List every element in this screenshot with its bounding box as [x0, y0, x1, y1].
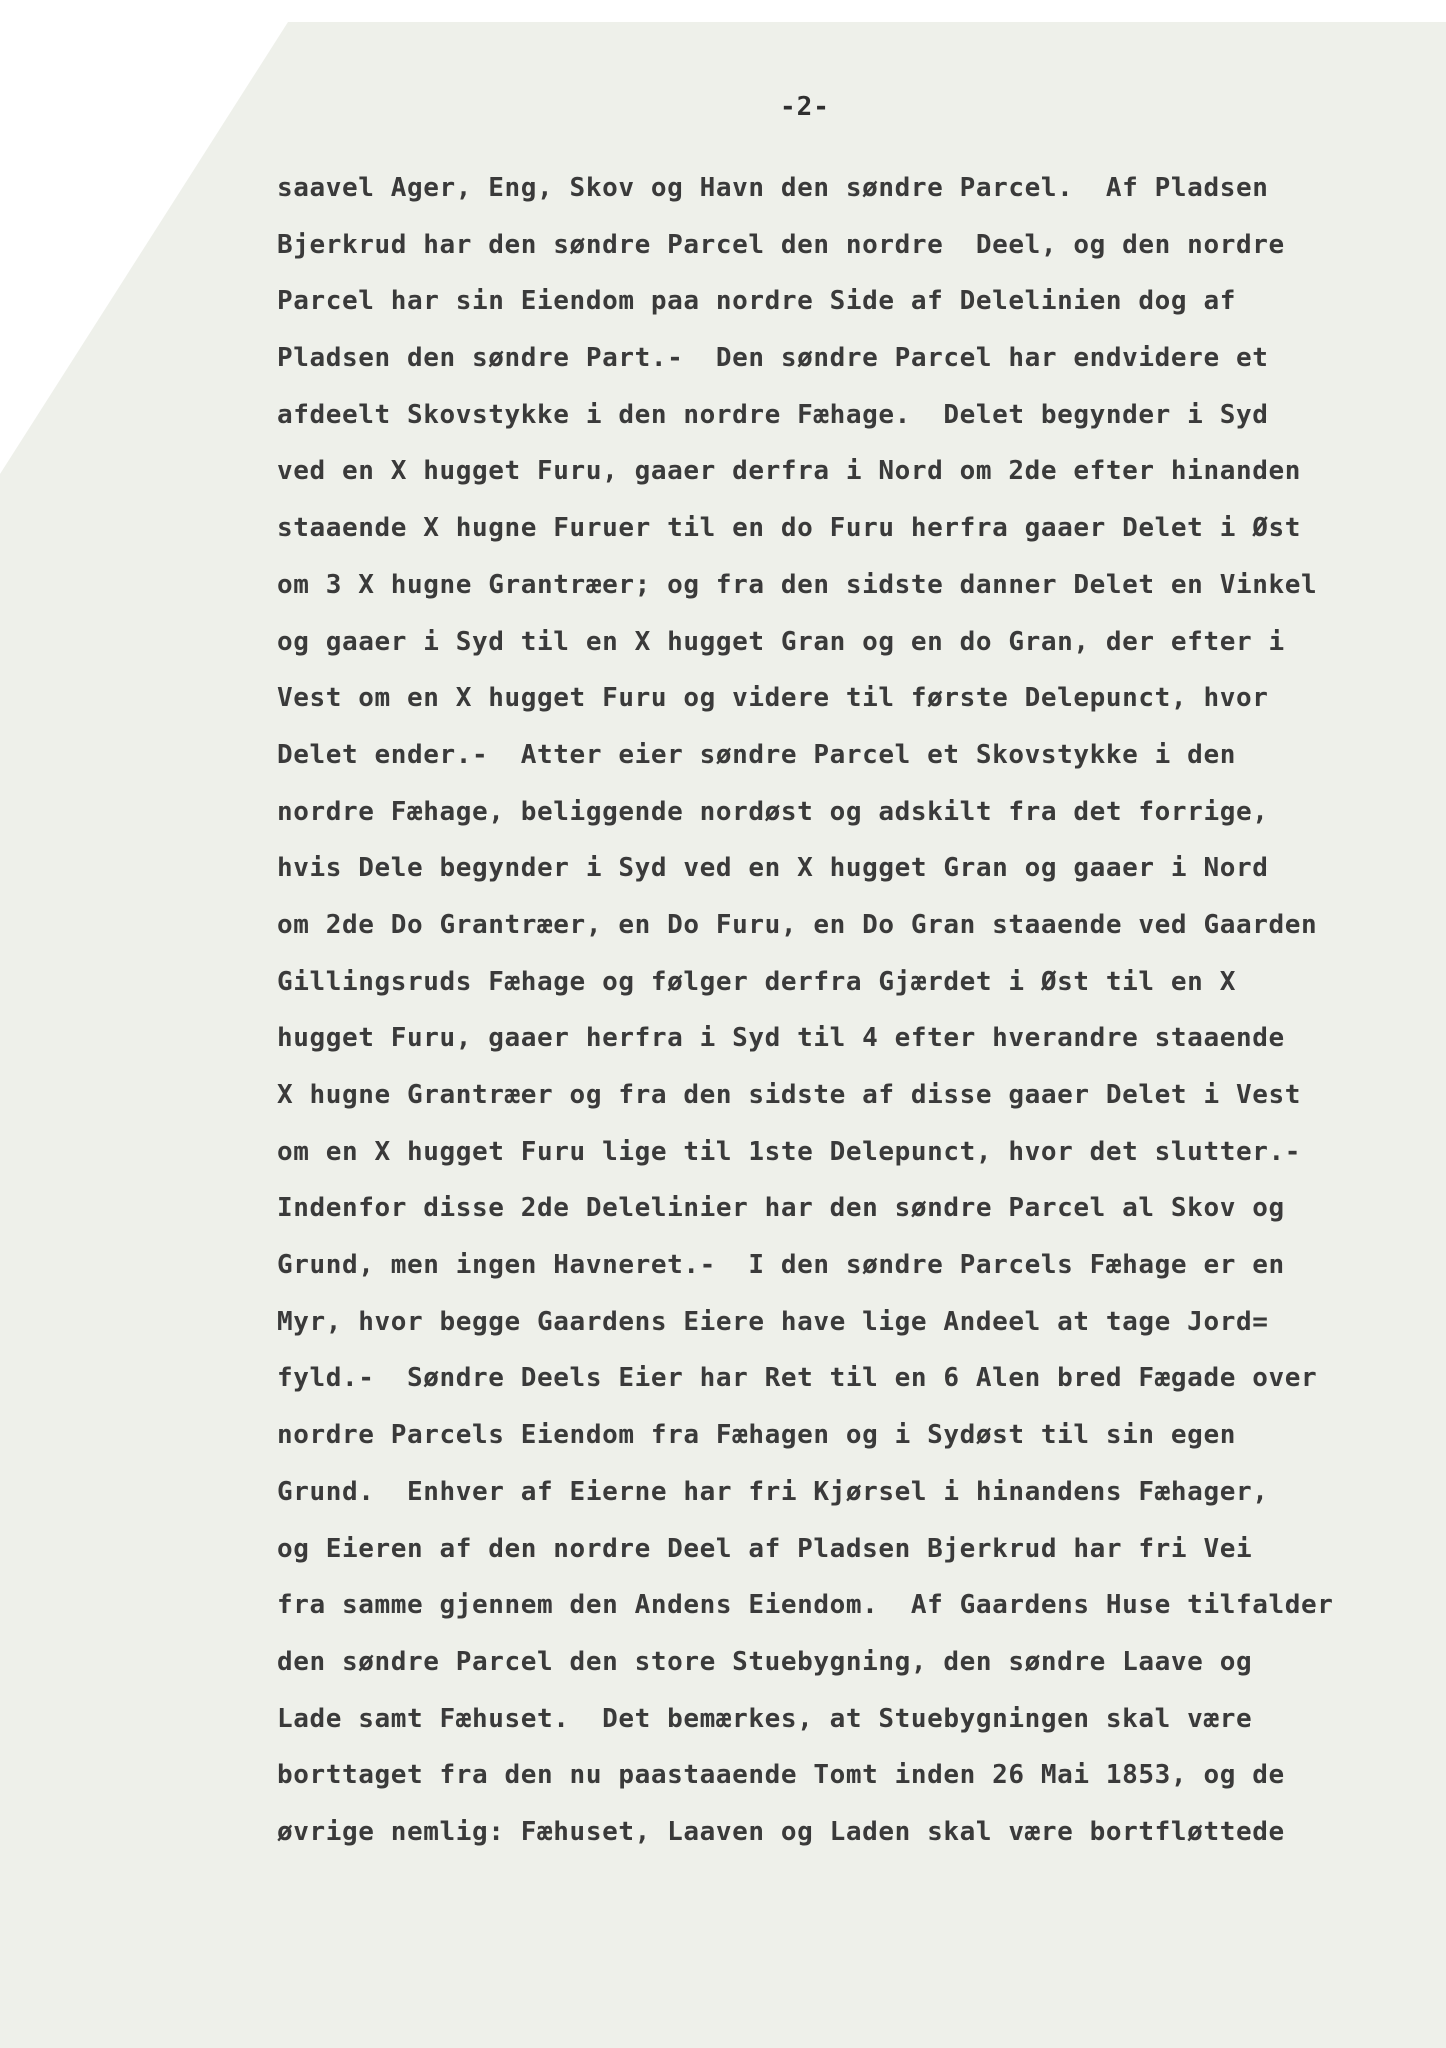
text-line: Delet ender.- Atter eier søndre Parcel et Skovstykke i den	[277, 739, 1236, 770]
text-line: Lade samt Fæhuset. Det bemærkes, at Stuebygningen skal være	[277, 1703, 1253, 1734]
text-line: X hugne Grantræer og fra den sidste af disse gaaer Delet i Vest	[277, 1080, 1301, 1110]
text-line: Pladsen den søndre Part.- Den søndre Parcel har endvidere et	[277, 343, 1269, 374]
text-line: afdeelt Skovstykke i den nordre Fæhage. Delet begynder i Syd	[277, 399, 1269, 430]
text-line: Grund. Enhver af Eierne har fri Kjørsel i hinandens Fæhager,	[277, 1476, 1269, 1507]
text-line: Vest om en X hugget Furu og videre til første Delepunct, hvor	[277, 683, 1269, 714]
text-line: Grund, men ingen Havneret.- I den søndre Parcels Fæhage er en	[277, 1250, 1285, 1281]
text-line: fra samme gjennem den Andens Eiendom. Af Gaardens Huse tilfalder	[277, 1590, 1334, 1621]
text-line: nordre Parcels Eiendom fra Fæhagen og i Sydøst til sin egen	[277, 1420, 1236, 1451]
text-line: Parcel har sin Eiendom paa nordre Side af Delelinien dog af	[277, 286, 1236, 317]
text-line: om 3 X hugne Grantræer; og fra den sidste danner Delet en Vinkel	[277, 569, 1318, 600]
text-line: Indenfor disse 2de Delelinier har den søndre Parcel al Skov og	[277, 1193, 1285, 1224]
text-line: hugget Furu, gaaer herfra i Syd til 4 efter hverandre staaende	[277, 1023, 1285, 1054]
text-line: øvrige nemlig: Fæhuset, Laaven og Laden skal være bortfløttede	[277, 1816, 1285, 1847]
text-line: Bjerkrud har den søndre Parcel den nordre Deel, og den nordre	[277, 229, 1285, 260]
text-line: Myr, hvor begge Gaardens Eiere have lige Andeel at tage Jord=	[277, 1306, 1269, 1337]
text-line: fyld.- Søndre Deels Eier har Ret til en 6 Alen bred Fægade over	[277, 1363, 1318, 1394]
document-body	[277, 160, 1427, 1861]
text-line: og Eieren af den nordre Deel af Pladsen Bjerkrud har fri Vei	[277, 1533, 1253, 1564]
text-line: saavel Ager, Eng, Skov og Havn den søndre Parcel. Af Pladsen	[277, 173, 1269, 203]
text-line: hvis Dele begynder i Syd ved en X hugget Gran og gaaer i Nord	[277, 853, 1269, 884]
text-line: om 2de Do Grantræer, en Do Furu, en Do Gran staaende ved Gaarden	[277, 909, 1318, 940]
text-line: nordre Fæhage, beliggende nordøst og adskilt fra det forrige,	[277, 796, 1269, 827]
text-line: Gillingsruds Fæhage og følger derfra Gjærdet i Øst til en X	[277, 966, 1236, 997]
text-line: den søndre Parcel den store Stuebygning, den søndre Laave og	[277, 1646, 1253, 1677]
page-number: -2-	[780, 92, 830, 122]
text-line: borttaget fra den nu paastaaende Tomt inden 26 Mai 1853, og de	[277, 1760, 1285, 1791]
text-line: og gaaer i Syd til en X hugget Gran og en do Gran, der efter i	[277, 626, 1285, 657]
text-line: om en X hugget Furu lige til 1ste Delepunct, hvor det slutter.-	[277, 1136, 1301, 1167]
text-line: staaende X hugne Furuer til en do Furu herfra gaaer Delet i Øst	[277, 513, 1301, 544]
text-line: ved en X hugget Furu, gaaer derfra i Nord om 2de efter hinanden	[277, 456, 1301, 487]
